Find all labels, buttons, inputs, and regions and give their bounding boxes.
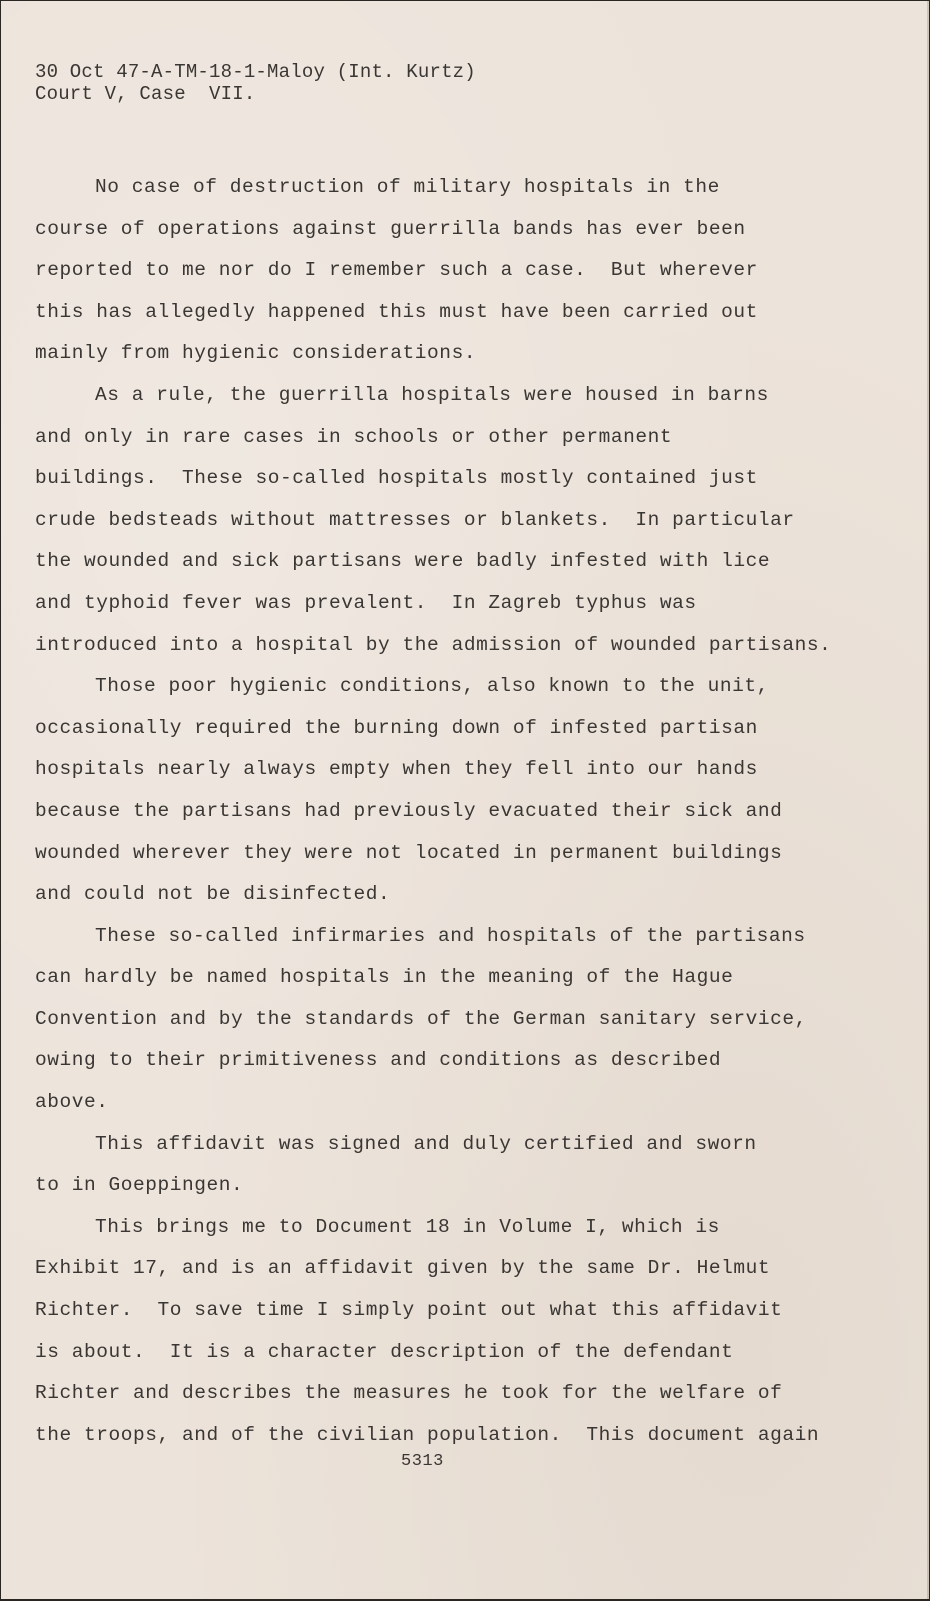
header-line-2: Court V, Case VII.: [35, 83, 256, 105]
text-line: This brings me to Document 18 in Volume I, which is: [95, 1215, 720, 1238]
text-line: owing to their primitiveness and conditions as described: [35, 1049, 722, 1072]
text-line: is about. It is a character description of the defendant: [35, 1340, 734, 1363]
document-page: [1, 1, 929, 1599]
text-line: and only in rare cases in schools or other permanent: [35, 425, 673, 448]
text-line: and could not be disinfected.: [35, 883, 391, 906]
page-edge-shadow: [927, 1, 929, 1599]
text-line: because the partisans had previously evacuated their sick and: [35, 799, 783, 822]
text-line: occasionally required the burning down of infested partisan: [35, 716, 758, 739]
text-line: to in Goeppingen.: [35, 1174, 244, 1197]
text-line: the wounded and sick partisans were badly infested with lice: [35, 550, 771, 573]
paragraph-3: [35, 666, 895, 916]
text-line: crude bedsteads without mattresses or blankets. In particular: [35, 508, 795, 531]
paragraph-4: [35, 916, 895, 1124]
text-line: reported to me nor do I remember such a case. But wherever: [35, 259, 758, 282]
text-line: course of operations against guerrilla bands has ever been: [35, 217, 746, 240]
text-line: mainly from hygienic considerations.: [35, 342, 477, 365]
header-line-1: 30 Oct 47-A-TM-18-1-Maloy (Int. Kurtz): [35, 61, 476, 83]
text-line: Convention and by the standards of the German sanitary service,: [35, 1007, 807, 1030]
transcript-body: [35, 167, 895, 1456]
text-line: Exhibit 17, and is an affidavit given by the same Dr. Helmut: [35, 1257, 771, 1280]
text-line: this has allegedly happened this must have been carried out: [35, 300, 758, 323]
text-line: Richter and describes the measures he took for the welfare of: [35, 1382, 783, 1405]
text-line: As a rule, the guerrilla hospitals were housed in barns: [95, 383, 769, 406]
paragraph-5: [35, 1124, 895, 1207]
text-line: Richter. To save time I simply point out what this affidavit: [35, 1299, 783, 1322]
paragraph-2: [35, 375, 895, 666]
text-line: This affidavit was signed and duly certified and sworn: [95, 1132, 757, 1155]
paragraph-1: [35, 167, 895, 375]
text-line: buildings. These so-called hospitals mostly contained just: [35, 467, 758, 490]
text-line: No case of destruction of military hospitals in the: [95, 176, 720, 198]
paragraph-6: [35, 1207, 895, 1457]
text-line: and typhoid fever was prevalent. In Zagreb typhus was: [35, 591, 697, 614]
text-line: Those poor hygienic conditions, also known to the unit,: [95, 675, 769, 698]
text-line: hospitals nearly always empty when they fell into our hands: [35, 758, 758, 781]
text-line: can hardly be named hospitals in the meaning of the Hague: [35, 966, 734, 989]
transcript-header: [35, 61, 476, 105]
text-line: the troops, and of the civilian population. This document again: [35, 1423, 820, 1446]
text-line: introduced into a hospital by the admission of wounded partisans.: [35, 633, 832, 656]
text-line: wounded wherever they were not located in permanent buildings: [35, 841, 783, 864]
text-line: These so-called infirmaries and hospitals of the partisans: [95, 924, 806, 947]
text-line: above.: [35, 1091, 109, 1114]
page-number: 5313: [401, 1452, 444, 1471]
